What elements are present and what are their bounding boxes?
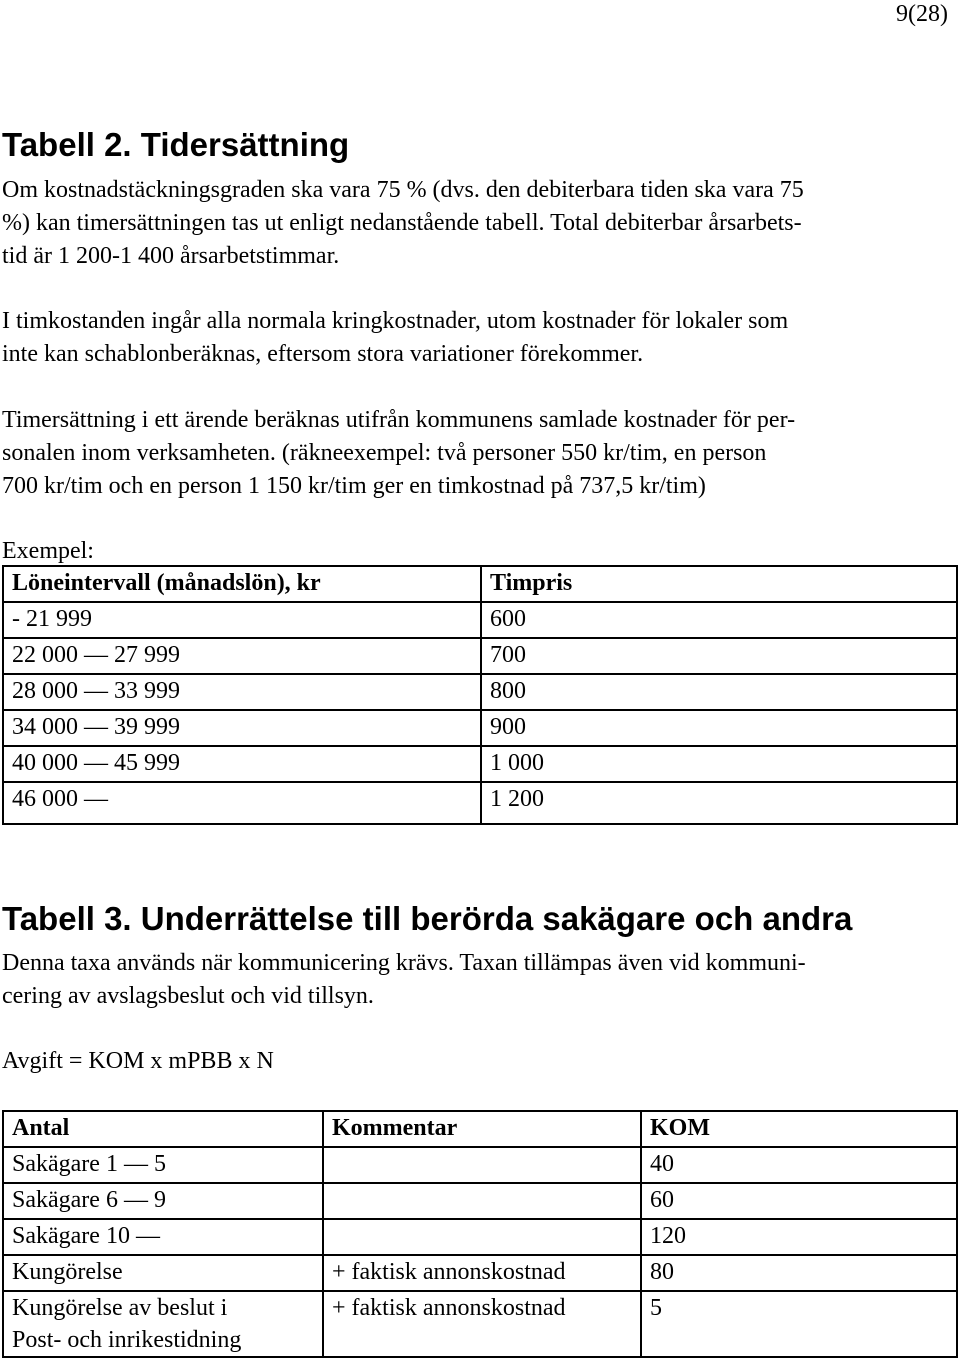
table-cell: 28 000 — 33 999 <box>3 674 481 710</box>
table-cell: 40 <box>641 1147 957 1183</box>
column-header: Löneintervall (månadslön), kr <box>3 566 481 602</box>
table-row <box>3 746 957 782</box>
column-header: Timpris <box>481 566 957 602</box>
table-cell: + faktisk annonskostnad <box>323 1255 641 1291</box>
table-row <box>3 674 957 710</box>
paragraph-kommunicering <box>2 947 952 1013</box>
table-cell: Sakägare 6 — 9 <box>3 1183 323 1219</box>
table-cell: 40 000 — 45 999 <box>3 746 481 782</box>
table-row <box>3 1147 957 1183</box>
table-cell: 700 <box>481 638 957 674</box>
table-row <box>3 1291 957 1357</box>
table-cell: Kungörelse av beslut i Post- och inrikestidning <box>3 1291 323 1357</box>
table-cell: 22 000 — 27 999 <box>3 638 481 674</box>
table-cell <box>323 1147 641 1183</box>
table-header-row <box>3 1111 957 1147</box>
text-line: inte kan schablonberäknas, eftersom stora variationer förekommer. <box>2 341 644 367</box>
text-line: sonalen inom verksamheten. (räkneexempel: två personer 550 kr/tim, en person <box>2 440 767 466</box>
column-header: Antal <box>3 1111 323 1147</box>
table-cell: 5 <box>641 1291 957 1357</box>
table-cell: 80 <box>641 1255 957 1291</box>
text-line: cering av avslagsbeslut och vid tillsyn. <box>2 983 374 1009</box>
page-number: 9(28) <box>896 1 948 27</box>
table-cell: 46 000 — <box>3 782 481 824</box>
example-label: Exempel: <box>2 538 94 564</box>
table-cell: 34 000 — 39 999 <box>3 710 481 746</box>
table-row <box>3 1183 957 1219</box>
column-header: Kommentar <box>323 1111 641 1147</box>
table-cell: 120 <box>641 1219 957 1255</box>
paragraph-kostnadstackning <box>2 174 952 273</box>
table-row <box>3 710 957 746</box>
fee-formula: Avgift = KOM x mPBB x N <box>2 1048 274 1074</box>
table-cell: 1 000 <box>481 746 957 782</box>
table-cell: 1 200 <box>481 782 957 824</box>
text-line: Timersättning i ett ärende beräknas utifrån kommunens samlade kostnader för per- <box>2 407 796 433</box>
paragraph-timkostnad <box>2 305 952 371</box>
table-cell: 60 <box>641 1183 957 1219</box>
table-row <box>3 1255 957 1291</box>
table-row <box>3 782 957 824</box>
timpris-table <box>2 565 958 825</box>
table-row <box>3 638 957 674</box>
table-row <box>3 1219 957 1255</box>
section-heading-tabell-3: Tabell 3. Underrättelse till berörda sakägare och andra <box>2 900 853 937</box>
text-line: Om kostnadstäckningsgraden ska vara 75 % (dvs. den debiterbara tiden ska vara 75 <box>2 177 804 203</box>
table-cell: 800 <box>481 674 957 710</box>
table-cell: 600 <box>481 602 957 638</box>
table-cell: Sakägare 10 — <box>3 1219 323 1255</box>
table-cell <box>323 1219 641 1255</box>
kom-table <box>2 1110 958 1358</box>
paragraph-timersattning <box>2 404 952 503</box>
table-cell: 900 <box>481 710 957 746</box>
text-line: I timkostanden ingår alla normala kringkostnader, utom kostnader för lokaler som <box>2 308 789 334</box>
table-row <box>3 602 957 638</box>
table-cell: - 21 999 <box>3 602 481 638</box>
text-line: Denna taxa används när kommunicering krävs. Taxan tillämpas även vid kommuni- <box>2 950 806 976</box>
column-header: KOM <box>641 1111 957 1147</box>
table-cell: Sakägare 1 — 5 <box>3 1147 323 1183</box>
text-line: tid är 1 200-1 400 årsarbetstimmar. <box>2 243 340 269</box>
section-heading-tabell-2: Tabell 2. Tidersättning <box>2 126 350 163</box>
table-cell: + faktisk annonskostnad <box>323 1291 641 1357</box>
table-header-row <box>3 566 957 602</box>
text-line: 700 kr/tim och en person 1 150 kr/tim ger en timkostnad på 737,5 kr/tim) <box>2 473 706 499</box>
text-line: %) kan timersättningen tas ut enligt nedanstående tabell. Total debiterbar årsarbets- <box>2 210 802 236</box>
table-cell: Kungörelse <box>3 1255 323 1291</box>
table-cell <box>323 1183 641 1219</box>
